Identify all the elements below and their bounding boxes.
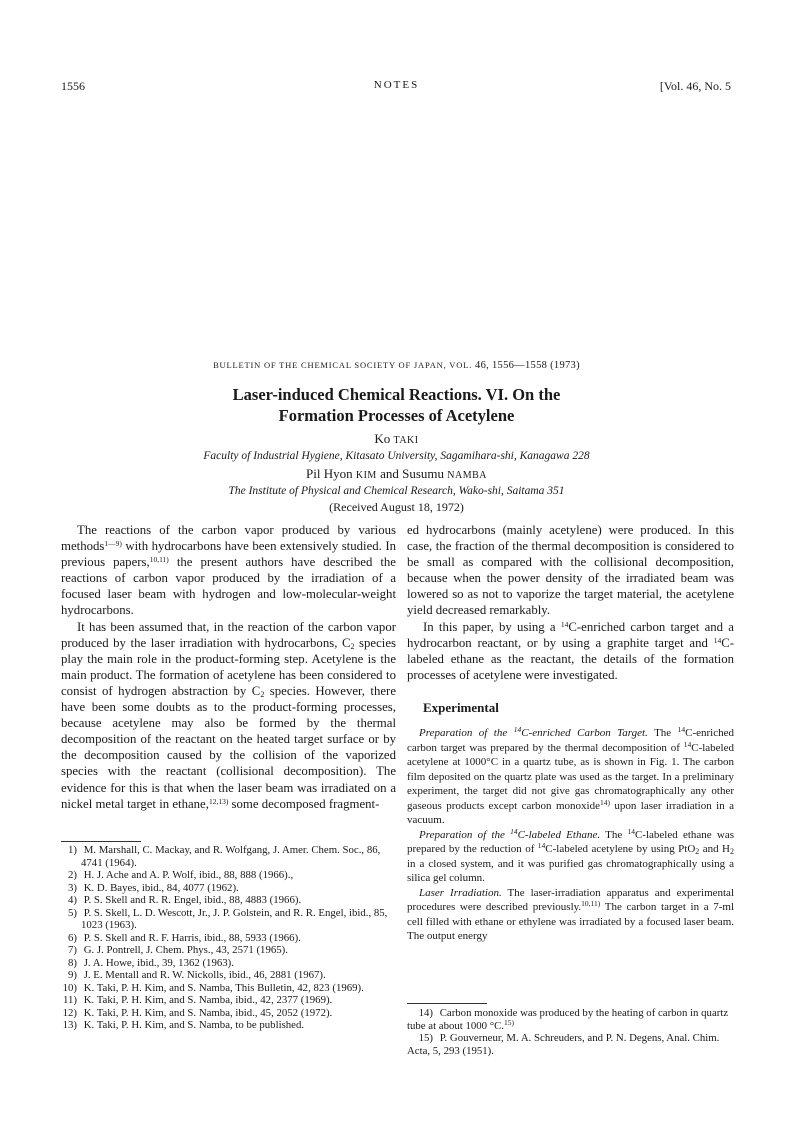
reference-number: 9) [68,969,77,981]
reference-text: J. A. Howe, ibid., 39, 1362 (1963). [81,956,234,969]
reference-number: 15) [418,1032,433,1044]
author-first-name: Susumu [402,466,444,481]
reference-item [407,1032,734,1057]
affiliation-2: The Institute of Physical and Chemical Research, Wako-shi, Saitama 351 [228,485,565,497]
reference-number: 13) [62,1019,77,1031]
reference-text: K. Taki, P. H. Kim, and S. Namba, ibid., 42, 2377 (1969). [81,994,333,1006]
author-first-name: Ko [374,431,391,446]
reference-number: 3) [68,881,77,894]
reference-item [61,894,388,907]
reference-number: 7) [68,944,77,956]
reference-number: 12) [62,1006,77,1019]
author-last-name: KIM [355,470,377,481]
reference-number: 6) [68,931,77,944]
section-header: NOTES [373,79,420,91]
reference-text: J. E. Mentall and R. W. Nickolls, ibid., 46, 2881 (1967). [81,969,326,981]
paragraph: Preparation of the $^{14}$C-enriched Carbon Target. The $^{14}$C-enriched carbon target was prepared by the thermal decomposition of $^{14}$C-labeled acetylene at 1000°C in a quartz tube, as is shown in Fig. 1. The carbon film deposited on the quartz plate was used as the target. In a preliminary experiment, the target did not give gas chromatographically any other gaseous products except carbon monoxide$^{14)}$ upon laser irradiation in a vacuum. [407,725,734,827]
reference-item [61,1019,388,1032]
reference-text: M. Marshall, C. Mackay, and R. Wolfgang, J. Amer. Chem. Soc., 86, 4741 (1964). [81,844,381,869]
volume-label: [Vol. 46, No. 5 [659,79,731,93]
reference-number: 5) [68,906,77,919]
right-column [407,522,734,944]
reference-text: P. S. Skell, L. D. Wescott, Jr., J. P. Golstein, and R. R. Engel, ibid., 85, 1023 (1963). [81,906,388,931]
reference-citation: 15) [503,1017,514,1027]
footnote-rule [407,1003,487,1004]
paragraph: In this paper, by using a $^{14}$C-enriched carbon target and a hydrocarbon reactant, or by using a graphite target and $^{14}$C-labeled ethane as the reactant, the details of the formation processes of acetylene were investigated. [407,619,734,682]
author-last-name: TAKI [393,435,419,446]
received-date: (Received August 18, 1972) [329,500,464,514]
reference-number: 10) [62,981,77,994]
reference-item [61,932,388,945]
article-title [0,384,793,426]
author-conjunction: and [380,466,399,481]
footnote-rule [61,841,141,842]
author-first-name: Pil Hyon [306,466,353,481]
paragraph: Preparation of the $^{14}$C-labeled Ethane. The $^{14}$C-labeled ethane was prepared by the reduction of $^{14}$C-labeled acetylene by using PtO$_2$ and $H_2$ in a closed system, and it was purified gas chromatographically using a silica gel column. [407,826,734,885]
reference-item [61,844,388,869]
reference-number: 11) [63,994,77,1006]
reference-item [407,1007,734,1032]
reference-item [61,882,388,895]
reference-text: K. D. Bayes, ibid., 84, 4077 (1962). [81,881,239,894]
reference-item [61,957,388,970]
reference-item [61,982,388,995]
reference-text: H. J. Ache and A. P. Wolf, ibid., 88, 888 (1966)., [81,869,294,881]
page-number: 1556 [61,79,85,93]
reference-text: P. S. Skell and R. R. Engel, ibid., 88, 4883 (1966). [81,894,302,906]
paragraph: It has been assumed that, in the reaction of the carbon vapor produced by the laser irradiation with hydrocarbons, $C_2$ species play the main role in the product-forming step. Acetylene is the main product. The formation of acetylene has been considered to consist of hydrogen abstraction by $C_2$ species. However, there have been some doubts as to the product-forming processes, because acetylene may also be formed by the thermal decomposition of the reactant on the heated target surface or by the decomposition caused by the collision of the vaporized species with the reactant (collisional decomposition). The evidence for this is that when the laser beam was irradiated on a nickel metal target in ethane,$^{12,13)}$ some decomposed fragment- [61,619,396,811]
section-heading: Experimental [423,699,499,715]
author-line-1 [0,431,793,447]
reference-list-left [61,844,388,1032]
reference-item [61,969,388,982]
reference-text: G. J. Pontrell, J. Chem. Phys., 43, 2571 (1965). [81,944,288,956]
author-last-name: NAMBA [447,470,487,481]
reference-text: K. Taki, P. H. Kim, and S. Namba, ibid., 45, 2052 (1972). [81,1006,333,1019]
affiliation-1: Faculty of Industrial Hygiene, Kitasato University, Sagamihara-shi, Kanagawa 228 [203,450,590,462]
journal-volume-pages: 46, 1556—1558 (1973) [475,360,580,371]
reference-number: 14) [418,1007,433,1019]
reference-item [61,1007,388,1020]
reference-text: P. S. Skell and R. F. Harris, ibid., 88, 5933 (1966). [81,931,301,944]
reference-number: 4) [68,894,77,906]
reference-item [61,869,388,882]
reference-number: 8) [68,956,77,969]
reference-text: K. Taki, P. H. Kim, and S. Namba, to be published. [81,1019,305,1031]
reference-item [61,994,388,1007]
paragraph: The reactions of the carbon vapor produced by various methods$^{1—9)}$ with hydrocarbons have been extensively studied. In previous papers,$^{10,11)}$ the present authors have described the reactions of carbon vapor produced by the irradiation of a focused laser beam with hydrogen and low-molecular-weight hydrocarbons. [61,523,396,618]
reference-number: 1) [68,844,77,856]
title-line-1: Laser-induced Chemical Reactions. VI. On the [232,385,561,404]
reference-item [61,944,388,957]
journal-citation [0,360,793,371]
paragraph: Laser Irradiation. The laser-irradiation apparatus and experimental procedures were described previously.$^{10,11)}$ The carbon target in a 7-ml cell filled with ethane or ethylene was irradiated by a focused laser beam. The output energy [407,886,735,943]
reference-text: P. Gouverneur, M. A. Schreuders, and P. N. Degens, Anal. Chim. Acta, 5, 293 (1951). [407,1032,720,1057]
reference-number: 2) [68,869,77,881]
left-column [61,522,396,812]
reference-list-right [407,1007,734,1057]
reference-item [61,907,388,932]
reference-text: Carbon monoxide was produced by the heating of carbon in quartz tube at about 1000 °C. [407,1007,729,1032]
paragraph: ed hydrocarbons (mainly acetylene) were produced. In this case, the fraction of the thermal decomposition is considered to be small as compared with the collisional decomposition, because when the power density of the irradiated beam was lowered so as not to vaporize the target material, the acetylene yield decreased remarkably. [407,523,734,618]
journal-name: BULLETIN OF THE CHEMICAL SOCIETY OF JAPAN, VOL. [213,360,473,370]
reference-text: K. Taki, P. H. Kim, and S. Namba, This Bulletin, 42, 823 (1969). [81,981,364,994]
author-line-2 [0,466,793,482]
title-line-2: Formation Processes of Acetylene [278,406,515,425]
